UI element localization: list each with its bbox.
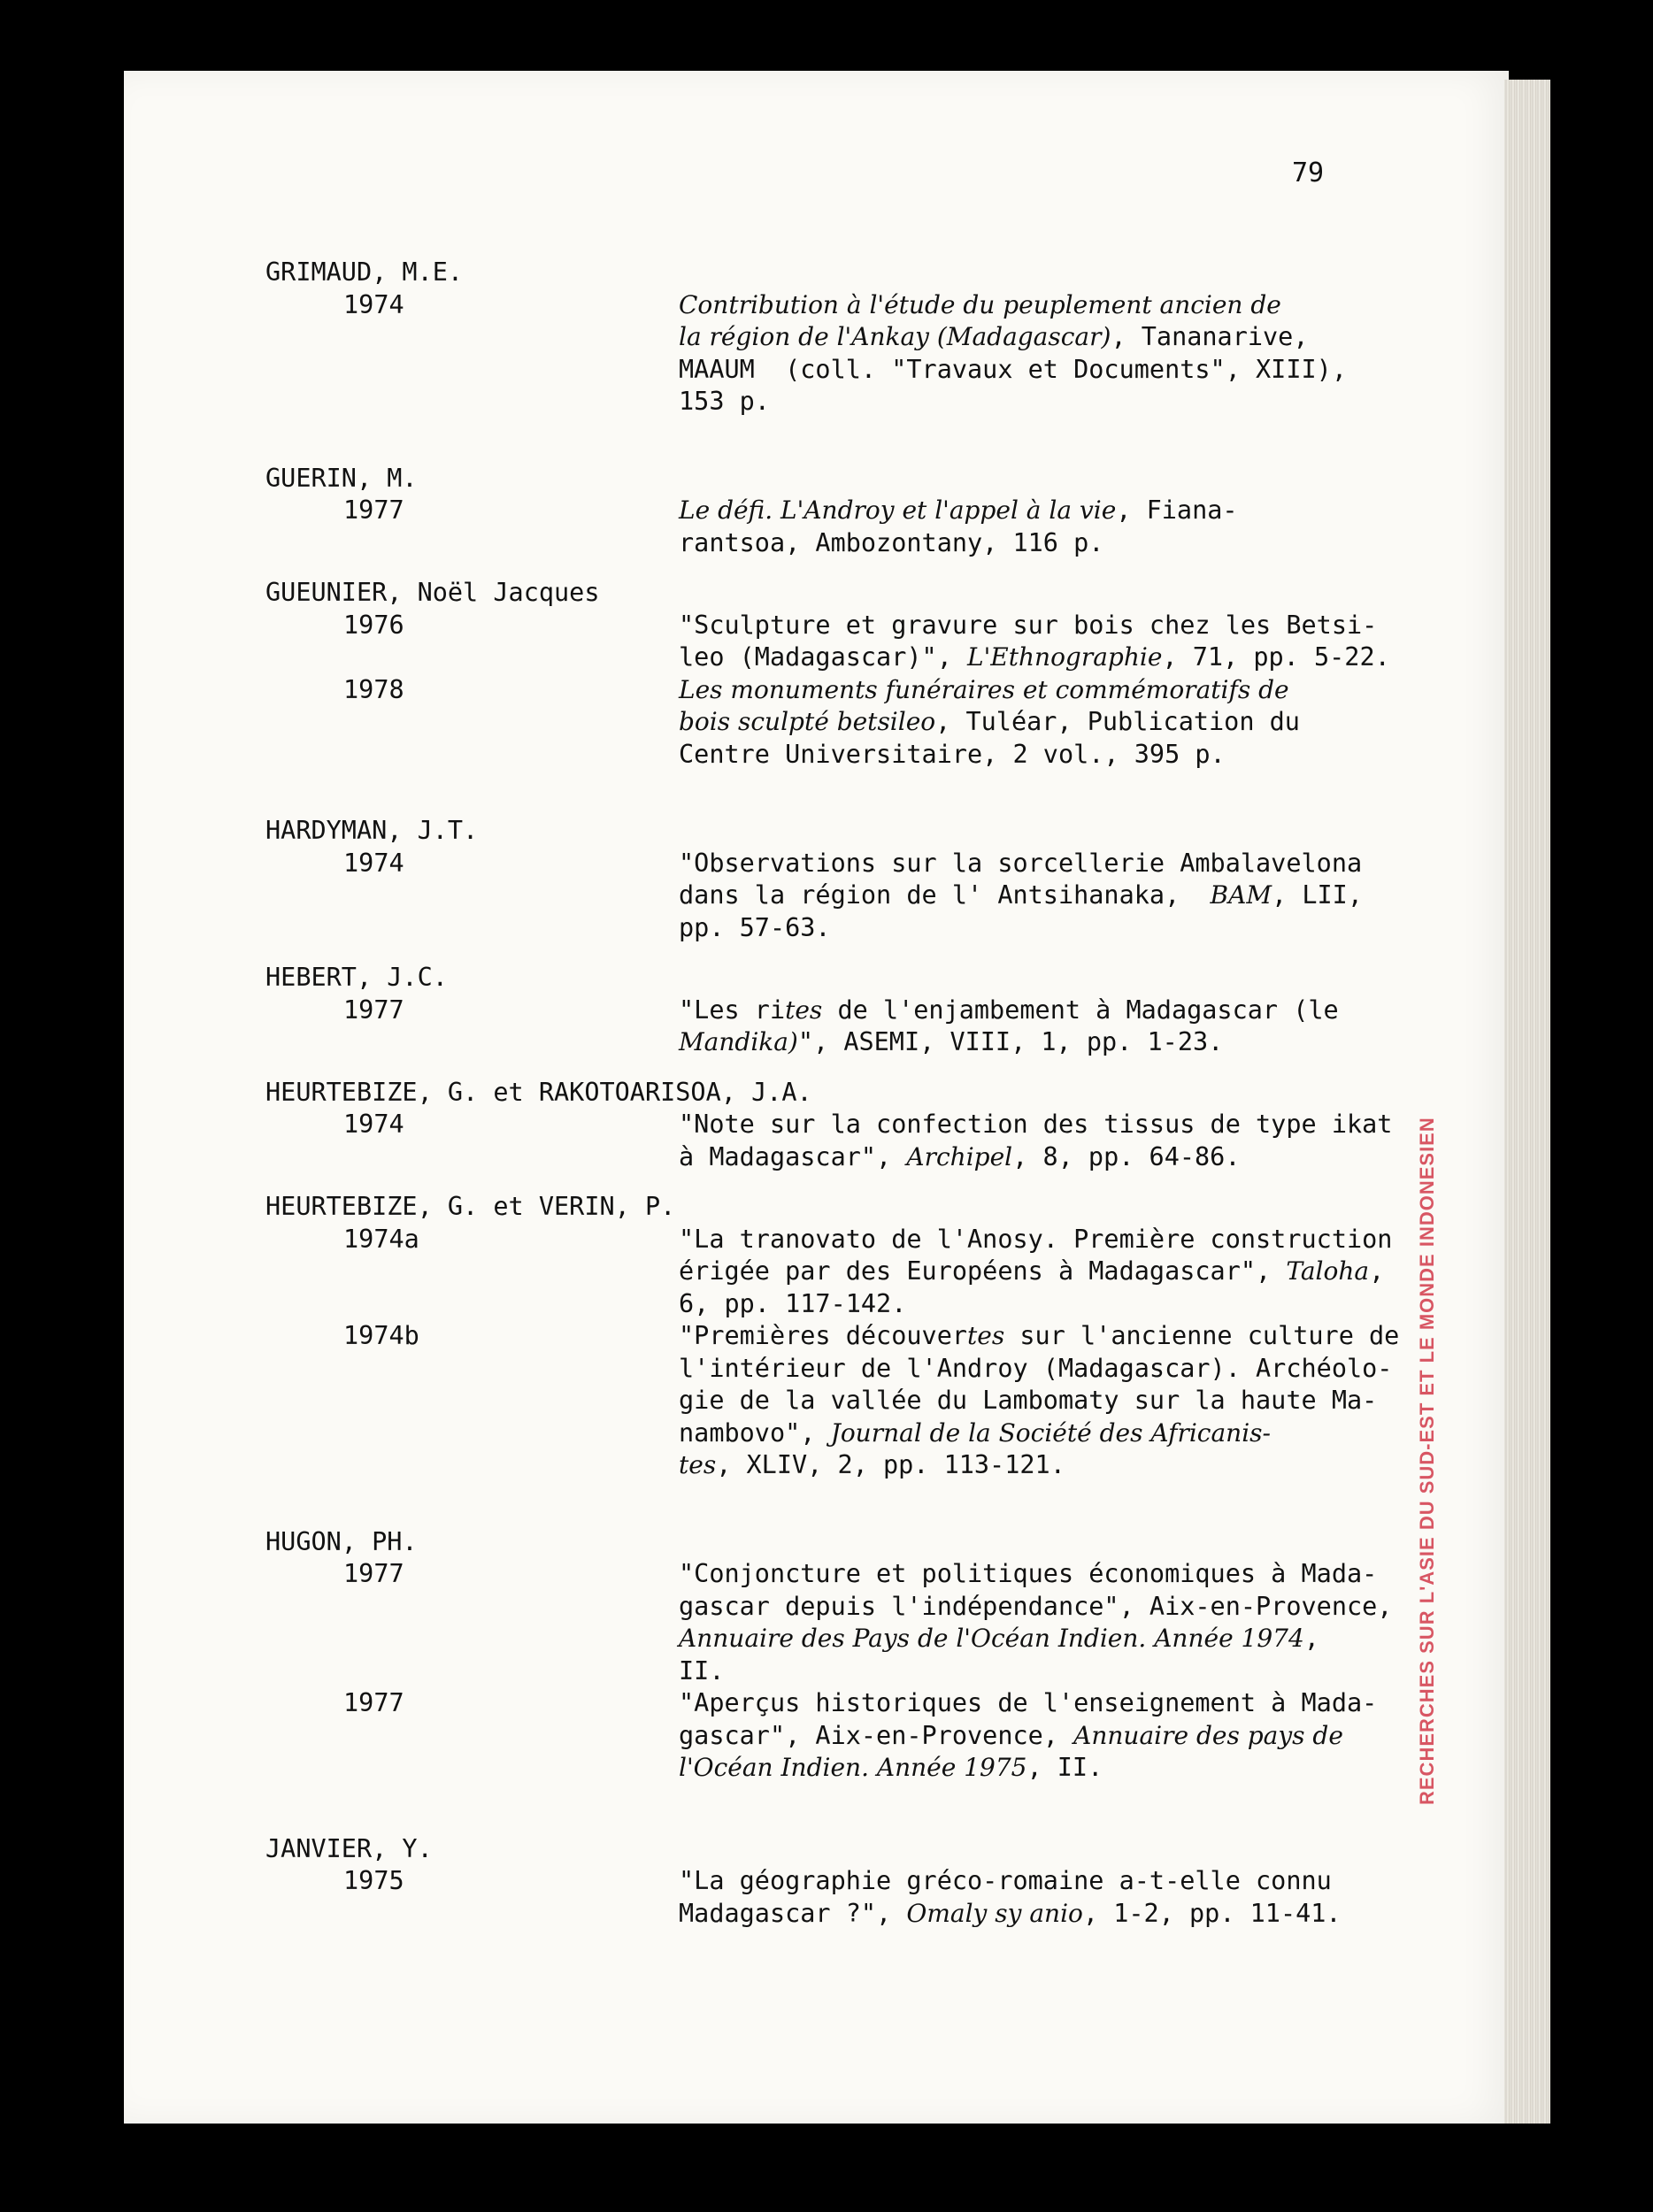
entry-work bbox=[265, 610, 1416, 674]
reference-line: leo (Madagascar)", L'Ethnographie, 71, pp. 5-22. bbox=[679, 642, 1390, 672]
reference-line: "Aperçus historiques de l'enseignement à Mada- bbox=[679, 1688, 1378, 1717]
entry-author: HEURTEBIZE, G. et VERIN, P. bbox=[265, 1192, 676, 1221]
entry-author: HEURTEBIZE, G. et RAKOTOARISOA, J.A. bbox=[265, 1077, 812, 1107]
page-number: 79 bbox=[1292, 157, 1325, 188]
entry-reference bbox=[679, 1687, 1387, 1785]
spine-stamp: RECHERCHES SUR L'ASIE DU SUD-EST ET LE MONDE INDONESIEN bbox=[1416, 1117, 1438, 1805]
entry-year: 1976 bbox=[343, 610, 404, 640]
reference-line: Annuaire des Pays de l'Océan Indien. Année 1974, bbox=[679, 1624, 1319, 1653]
entry-work bbox=[265, 1558, 1416, 1687]
reference-line: "Conjoncture et politiques économiques à Mada- bbox=[679, 1559, 1378, 1588]
entry-year: 1974a bbox=[343, 1224, 419, 1254]
reference-line: à Madagascar", Archipel, 8, pp. 64-86. bbox=[679, 1141, 1241, 1171]
reference-line: "Observations sur la sorcellerie Ambalavelona bbox=[679, 848, 1363, 878]
entry-author: HUGON, PH. bbox=[265, 1526, 418, 1556]
entry-year: 1977 bbox=[343, 1559, 404, 1588]
reference-line: bois sculpté betsileo, Tuléar, Publication du bbox=[679, 707, 1300, 736]
reference-line: érigée par des Européens à Madagascar", Taloha, bbox=[679, 1256, 1385, 1286]
reference-line: pp. 57-63. bbox=[679, 912, 831, 942]
reference-line: Le défi. L'Androy et l'appel à la vie, Fiana- bbox=[679, 495, 1238, 525]
entry-work bbox=[265, 1224, 1416, 1321]
bibliography-entry bbox=[265, 815, 1416, 944]
bibliography-entry bbox=[265, 962, 1416, 1059]
entry-reference bbox=[679, 848, 1387, 945]
reference-line: MAAUM (coll. "Travaux et Documents", XIII), bbox=[679, 354, 1347, 384]
entry-year: 1977 bbox=[343, 995, 404, 1025]
entry-work bbox=[265, 1109, 1416, 1173]
entry-year: 1975 bbox=[343, 1866, 404, 1895]
reference-line: Madagascar ?", Omaly sy anio, 1-2, pp. 11-41. bbox=[679, 1898, 1342, 1928]
entry-reference bbox=[679, 1558, 1393, 1687]
entry-year: 1974 bbox=[343, 289, 404, 319]
entry-year: 1977 bbox=[343, 1688, 404, 1717]
reference-line: 153 p. bbox=[679, 387, 770, 416]
entry-work bbox=[265, 1320, 1416, 1482]
reference-line: dans la région de l' Antsihanaka, BAM, LII, bbox=[679, 880, 1363, 910]
entry-reference bbox=[679, 610, 1390, 674]
entry-work bbox=[265, 848, 1416, 945]
bibliography-entry bbox=[265, 1833, 1416, 1931]
reference-line: rantsoa, Ambozontany, 116 p. bbox=[679, 527, 1104, 557]
reference-line: "La tranovato de l'Anosy. Première construction bbox=[679, 1224, 1393, 1254]
entry-author: JANVIER, Y. bbox=[265, 1833, 433, 1863]
entry-reference bbox=[679, 674, 1387, 772]
entry-year: 1974 bbox=[343, 1110, 404, 1139]
reference-line: gascar", Aix-en-Provence, Annuaire des pays de bbox=[679, 1720, 1343, 1750]
entry-year: 1977 bbox=[343, 495, 404, 525]
bibliography-entry bbox=[265, 257, 1416, 419]
bibliography-list bbox=[265, 257, 1416, 1930]
entry-reference bbox=[679, 995, 1387, 1059]
bibliography-entry bbox=[265, 1077, 1416, 1174]
reference-line: Centre Universitaire, 2 vol., 395 p. bbox=[679, 739, 1226, 769]
entry-work bbox=[265, 495, 1416, 559]
reference-line: l'intérieur de l'Androy (Madagascar). Archéolo- bbox=[679, 1353, 1393, 1383]
entry-author: GUEUNIER, Noël Jacques bbox=[265, 578, 600, 607]
entry-author: GRIMAUD, M.E. bbox=[265, 257, 464, 287]
reference-line: gascar depuis l'indépendance", Aix-en-Provence, bbox=[679, 1591, 1393, 1621]
reference-line: la région de l'Ankay (Madagascar), Tananarive, bbox=[679, 322, 1309, 351]
reference-line: l'Océan Indien. Année 1975, II. bbox=[679, 1753, 1103, 1782]
entry-year: 1974b bbox=[343, 1321, 419, 1350]
reference-line: Mandika)", ASEMI, VIII, 1, pp. 1-23. bbox=[679, 1027, 1224, 1056]
entry-work bbox=[265, 674, 1416, 772]
reference-line: tes, XLIV, 2, pp. 113-121. bbox=[679, 1450, 1065, 1479]
entry-work bbox=[265, 289, 1416, 419]
entry-reference bbox=[679, 289, 1387, 419]
reference-line: "La géographie gréco-romaine a-t-elle connu bbox=[679, 1866, 1332, 1895]
reference-line: II. bbox=[679, 1655, 725, 1686]
entry-reference bbox=[679, 1320, 1400, 1482]
reference-line: "Sculpture et gravure sur bois chez les Betsi- bbox=[679, 610, 1378, 640]
entry-work bbox=[265, 995, 1416, 1059]
reference-line: 6, pp. 117-142. bbox=[679, 1288, 907, 1318]
entry-author: HARDYMAN, J.T. bbox=[265, 816, 479, 845]
entry-reference bbox=[679, 1224, 1393, 1321]
entry-year: 1974 bbox=[343, 848, 404, 878]
reference-line: "Note sur la confection des tissus de type ikat bbox=[679, 1110, 1393, 1139]
reference-line: "Premières découvertes sur l'ancienne culture de bbox=[679, 1321, 1400, 1350]
entry-author: HEBERT, J.C. bbox=[265, 963, 448, 992]
bibliography-entry bbox=[265, 1526, 1416, 1785]
entry-work bbox=[265, 1865, 1416, 1930]
entry-author: GUERIN, M. bbox=[265, 463, 418, 493]
reference-line: Les monuments funéraires et commémoratifs de bbox=[679, 674, 1289, 704]
entry-year: 1978 bbox=[343, 674, 404, 704]
reference-line: Contribution à l'étude du peuplement ancien de bbox=[679, 289, 1281, 319]
entry-reference bbox=[679, 1109, 1393, 1173]
reference-line: gie de la vallée du Lambomaty sur la haute Ma- bbox=[679, 1386, 1378, 1415]
bibliography-entry bbox=[265, 577, 1416, 771]
entry-reference bbox=[679, 495, 1387, 559]
bibliography-entry bbox=[265, 463, 1416, 560]
entry-work bbox=[265, 1687, 1416, 1785]
reference-line: "Les rites de l'enjambement à Madagascar (le bbox=[679, 995, 1339, 1025]
entry-reference bbox=[679, 1865, 1387, 1930]
reference-line: nambovo", Journal de la Société des Africanis- bbox=[679, 1417, 1271, 1448]
bibliography-entry bbox=[265, 1191, 1416, 1482]
